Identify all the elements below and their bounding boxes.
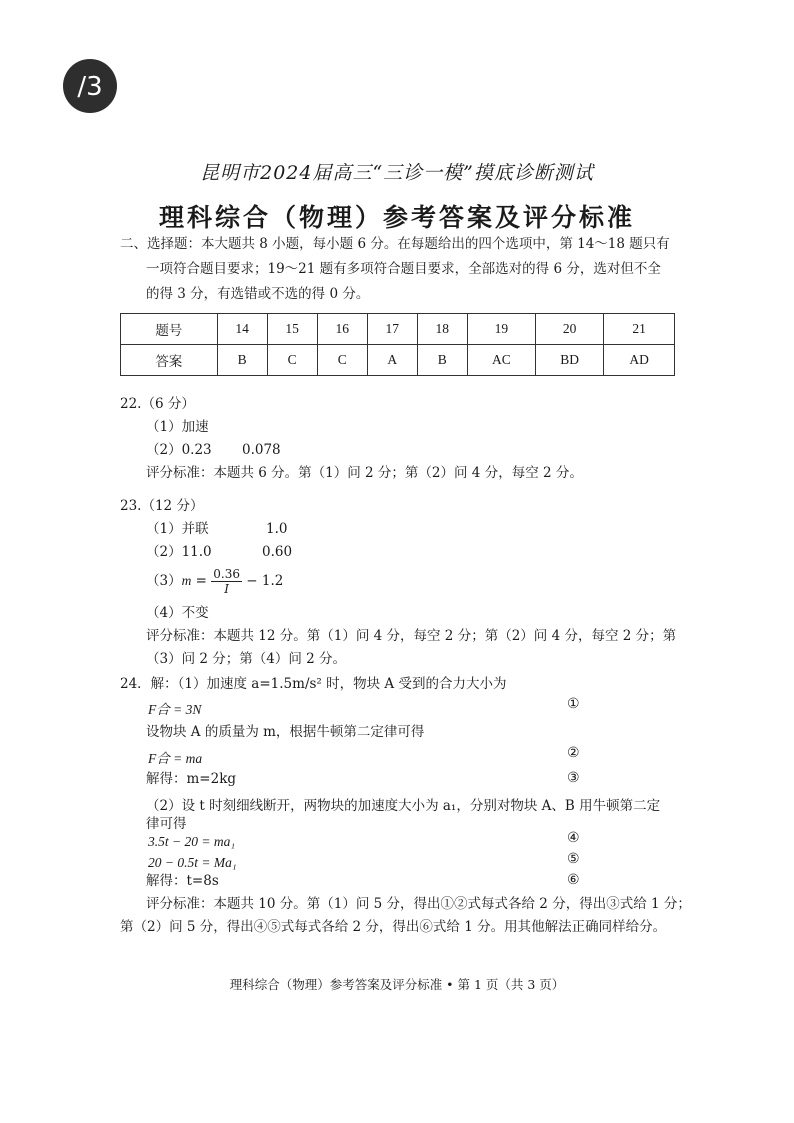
- q24-score-line1: 评分标准：本题共 10 分。第（1）问 5 分，得出①②式每式各给 2 分，得出③式给 1 分；: [146, 896, 691, 912]
- table-cell: B: [217, 345, 267, 376]
- table-cell: 19: [467, 314, 535, 345]
- q24-eq3: 解得：m=2kg: [146, 771, 237, 787]
- q24-eq6-number: ⑥: [567, 872, 580, 888]
- q23-answer1-value2: 1.0: [266, 521, 288, 537]
- table-row-answers: [121, 345, 675, 376]
- table-cell: AD: [604, 345, 675, 376]
- table-cell: B: [417, 345, 467, 376]
- table-cell: BD: [535, 345, 603, 376]
- table-cell: AC: [467, 345, 535, 376]
- q24-text3: 律可得: [146, 816, 187, 832]
- q24-eq1: F合 = 3N: [148, 702, 202, 717]
- table-cell: A: [367, 345, 417, 376]
- q23-score-line2: （3）问 2 分；第（4）问 2 分。: [146, 651, 347, 667]
- answer-table: [120, 313, 675, 376]
- section2-line2: 一项符合题目要求；19～21 题有多项符合题目要求，全部选对的得 6 分，选对但不全: [146, 261, 661, 277]
- q23-answer4: （4）不变: [146, 605, 209, 621]
- table-cell: 20: [535, 314, 603, 345]
- q24-text1: 设物块 A 的质量为 m，根据牛顿第二定律可得: [146, 724, 425, 740]
- q24-text2: （2）设 t 时刻细线断开，两物块的加速度大小为 a₁，分别对物块 A、B 用牛顿第二定: [146, 798, 661, 814]
- table-cell: C: [267, 345, 317, 376]
- q22-answer2: （2）0.23: [146, 442, 212, 458]
- q24-eq4-number: ④: [567, 830, 580, 846]
- q23-fraction: [211, 567, 242, 596]
- q24-eq1-number: ①: [567, 696, 580, 712]
- q23-answer3-label: （3）: [146, 573, 182, 589]
- table-cell: C: [317, 345, 367, 376]
- q24-score-line2: 第（2）问 5 分，得出④⑤式每式各给 2 分，得出⑥式给 1 分。用其他解法正确同样给分。: [120, 919, 667, 935]
- section2-line3: 的得 3 分，有选错或不选的得 0 分。: [146, 286, 370, 302]
- q23-fraction-den: I: [224, 582, 229, 596]
- q24-eq6: 解得：t=8s: [146, 873, 219, 889]
- q22-score: 评分标准：本题共 6 分。第（1）问 2 分；第（2）问 4 分，每空 2 分。: [146, 465, 583, 481]
- table-cell: 14: [217, 314, 267, 345]
- q22-answer2-value2: 0.078: [242, 442, 281, 458]
- table-cell: 15: [267, 314, 317, 345]
- q23-answer2-value2: 0.60: [262, 544, 293, 560]
- page-footer: 理科综合（物理）参考答案及评分标准 • 第 1 页（共 3 页）: [229, 977, 565, 992]
- q22-head: 22.（6 分）: [120, 396, 195, 412]
- q24-eq2: F合 = ma: [148, 751, 203, 766]
- table-cell: 18: [417, 314, 467, 345]
- section2-line1: 二、选择题：本大题共 8 小题，每小题 6 分。在每题给出的四个选项中，第 14～18 题只有: [120, 236, 670, 252]
- q23-head: 23.（12 分）: [120, 498, 204, 514]
- q23-score-line1: 评分标准：本题共 12 分。第（1）问 4 分，每空 2 分；第（2）问 4 分，每空 2 分；第: [146, 628, 677, 644]
- exam-title: 昆明市2024届高三“三诊一模”摸底诊断测试: [200, 162, 594, 184]
- logo-text: /3: [77, 72, 103, 102]
- table-cell: 21: [604, 314, 675, 345]
- doc-subtitle: 理科综合（物理）参考答案及评分标准: [158, 203, 635, 232]
- q23-formula-m: m: [181, 573, 192, 588]
- q23-fraction-num: 0.36: [213, 567, 240, 581]
- q23-formula-tail: − 1.2: [241, 573, 284, 589]
- table-header-cell: 答案: [121, 345, 218, 376]
- q23-answer3: [146, 566, 283, 596]
- logo-seal: [62, 58, 118, 114]
- q23-answer1: （1）并联: [146, 521, 209, 537]
- q23-answer2: （2）11.0: [146, 544, 212, 560]
- q24-eq4: 3.5t − 20 = ma₁: [148, 834, 236, 849]
- q22-answer1: （1）加速: [146, 419, 209, 435]
- q24-eq5: 20 − 0.5t = Ma₁: [148, 855, 237, 870]
- q23-formula-eq: =: [191, 573, 212, 589]
- q24-head: 24．解：（1）加速度 a=1.5m/s² 时，物块 A 受到的合力大小为: [120, 676, 507, 692]
- table-cell: 16: [317, 314, 367, 345]
- q24-eq2-number: ②: [567, 745, 580, 761]
- q24-eq3-number: ③: [567, 770, 580, 786]
- q24-eq5-number: ⑤: [567, 851, 580, 867]
- table-row-numbers: [121, 314, 675, 345]
- table-header-cell: 题号: [121, 314, 218, 345]
- table-cell: 17: [367, 314, 417, 345]
